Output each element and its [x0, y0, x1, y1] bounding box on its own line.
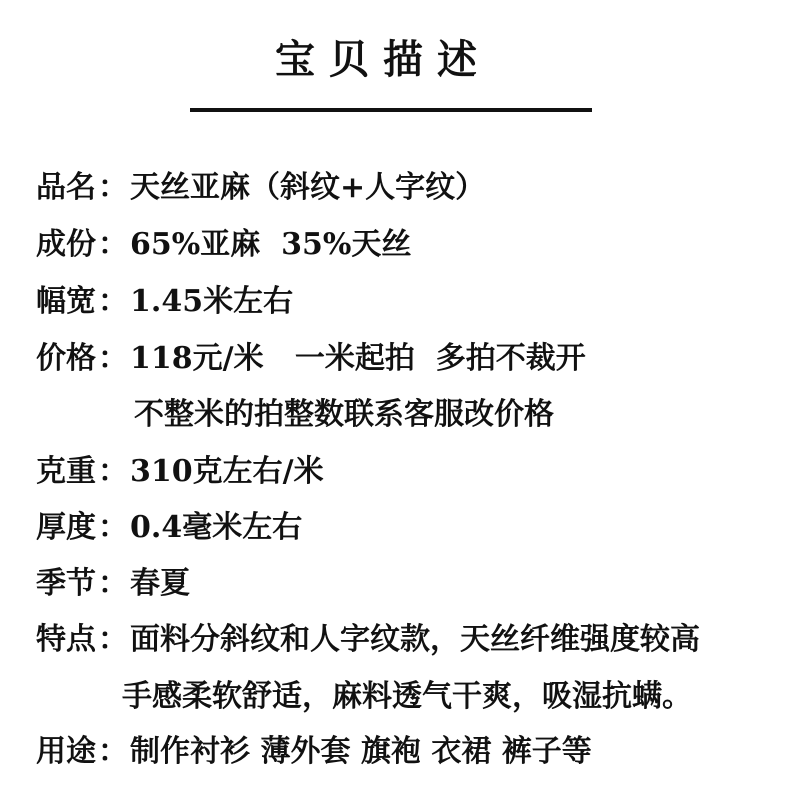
field-usage [36, 732, 592, 772]
field-usage-colon: ： [98, 734, 128, 769]
field-features-value: 面料分斜纹和人字纹款，天丝纤维强度较高 [130, 622, 700, 657]
field-usage-label: 用途 [36, 734, 96, 769]
field-usage-value: 制作衬衫 薄外套 旗袍 衣裙 裤子等 [130, 734, 592, 769]
field-price [36, 339, 586, 379]
field-season [36, 564, 190, 604]
page-title: 宝贝描述 [275, 36, 491, 83]
field-price-continuation: 不整米的拍整数联系客服改价格 [134, 397, 554, 432]
field-composition-label: 成份 [36, 227, 96, 262]
field-composition-value: 65%亚麻 35%天丝 [130, 227, 412, 262]
field-features [36, 620, 700, 660]
field-name [36, 168, 485, 208]
title-divider [190, 108, 592, 112]
field-weight [36, 452, 324, 492]
field-thickness-label: 厚度 [36, 510, 96, 545]
field-thickness-value: 0.4毫米左右 [130, 510, 303, 545]
field-features-colon: ： [98, 622, 128, 657]
field-price-label: 价格 [36, 341, 96, 376]
field-name-label: 品名 [36, 170, 96, 205]
field-season-label: 季节 [36, 566, 96, 601]
field-weight-colon: ： [98, 454, 128, 489]
field-features-continuation: 手感柔软舒适，麻料透气干爽，吸湿抗螨。 [122, 679, 692, 714]
field-composition [36, 225, 411, 265]
field-season-value: 春夏 [130, 566, 190, 601]
field-name-value: 天丝亚麻（斜纹+人字纹） [130, 170, 486, 205]
field-price-value: 118元/米 一米起拍 多拍不裁开 [130, 341, 586, 376]
field-composition-colon: ： [98, 227, 128, 262]
field-thickness-colon: ： [98, 510, 128, 545]
field-name-colon: ： [98, 170, 128, 205]
field-width-value: 1.45米左右 [130, 284, 294, 319]
field-weight-label: 克重 [36, 454, 96, 489]
field-price-colon: ： [98, 341, 128, 376]
field-width-label: 幅宽 [36, 284, 96, 319]
field-width [36, 282, 293, 322]
field-season-colon: ： [98, 566, 128, 601]
field-width-colon: ： [98, 284, 128, 319]
field-weight-value: 310克左右/米 [130, 454, 324, 489]
field-thickness [36, 508, 302, 548]
field-features-label: 特点 [36, 622, 96, 657]
